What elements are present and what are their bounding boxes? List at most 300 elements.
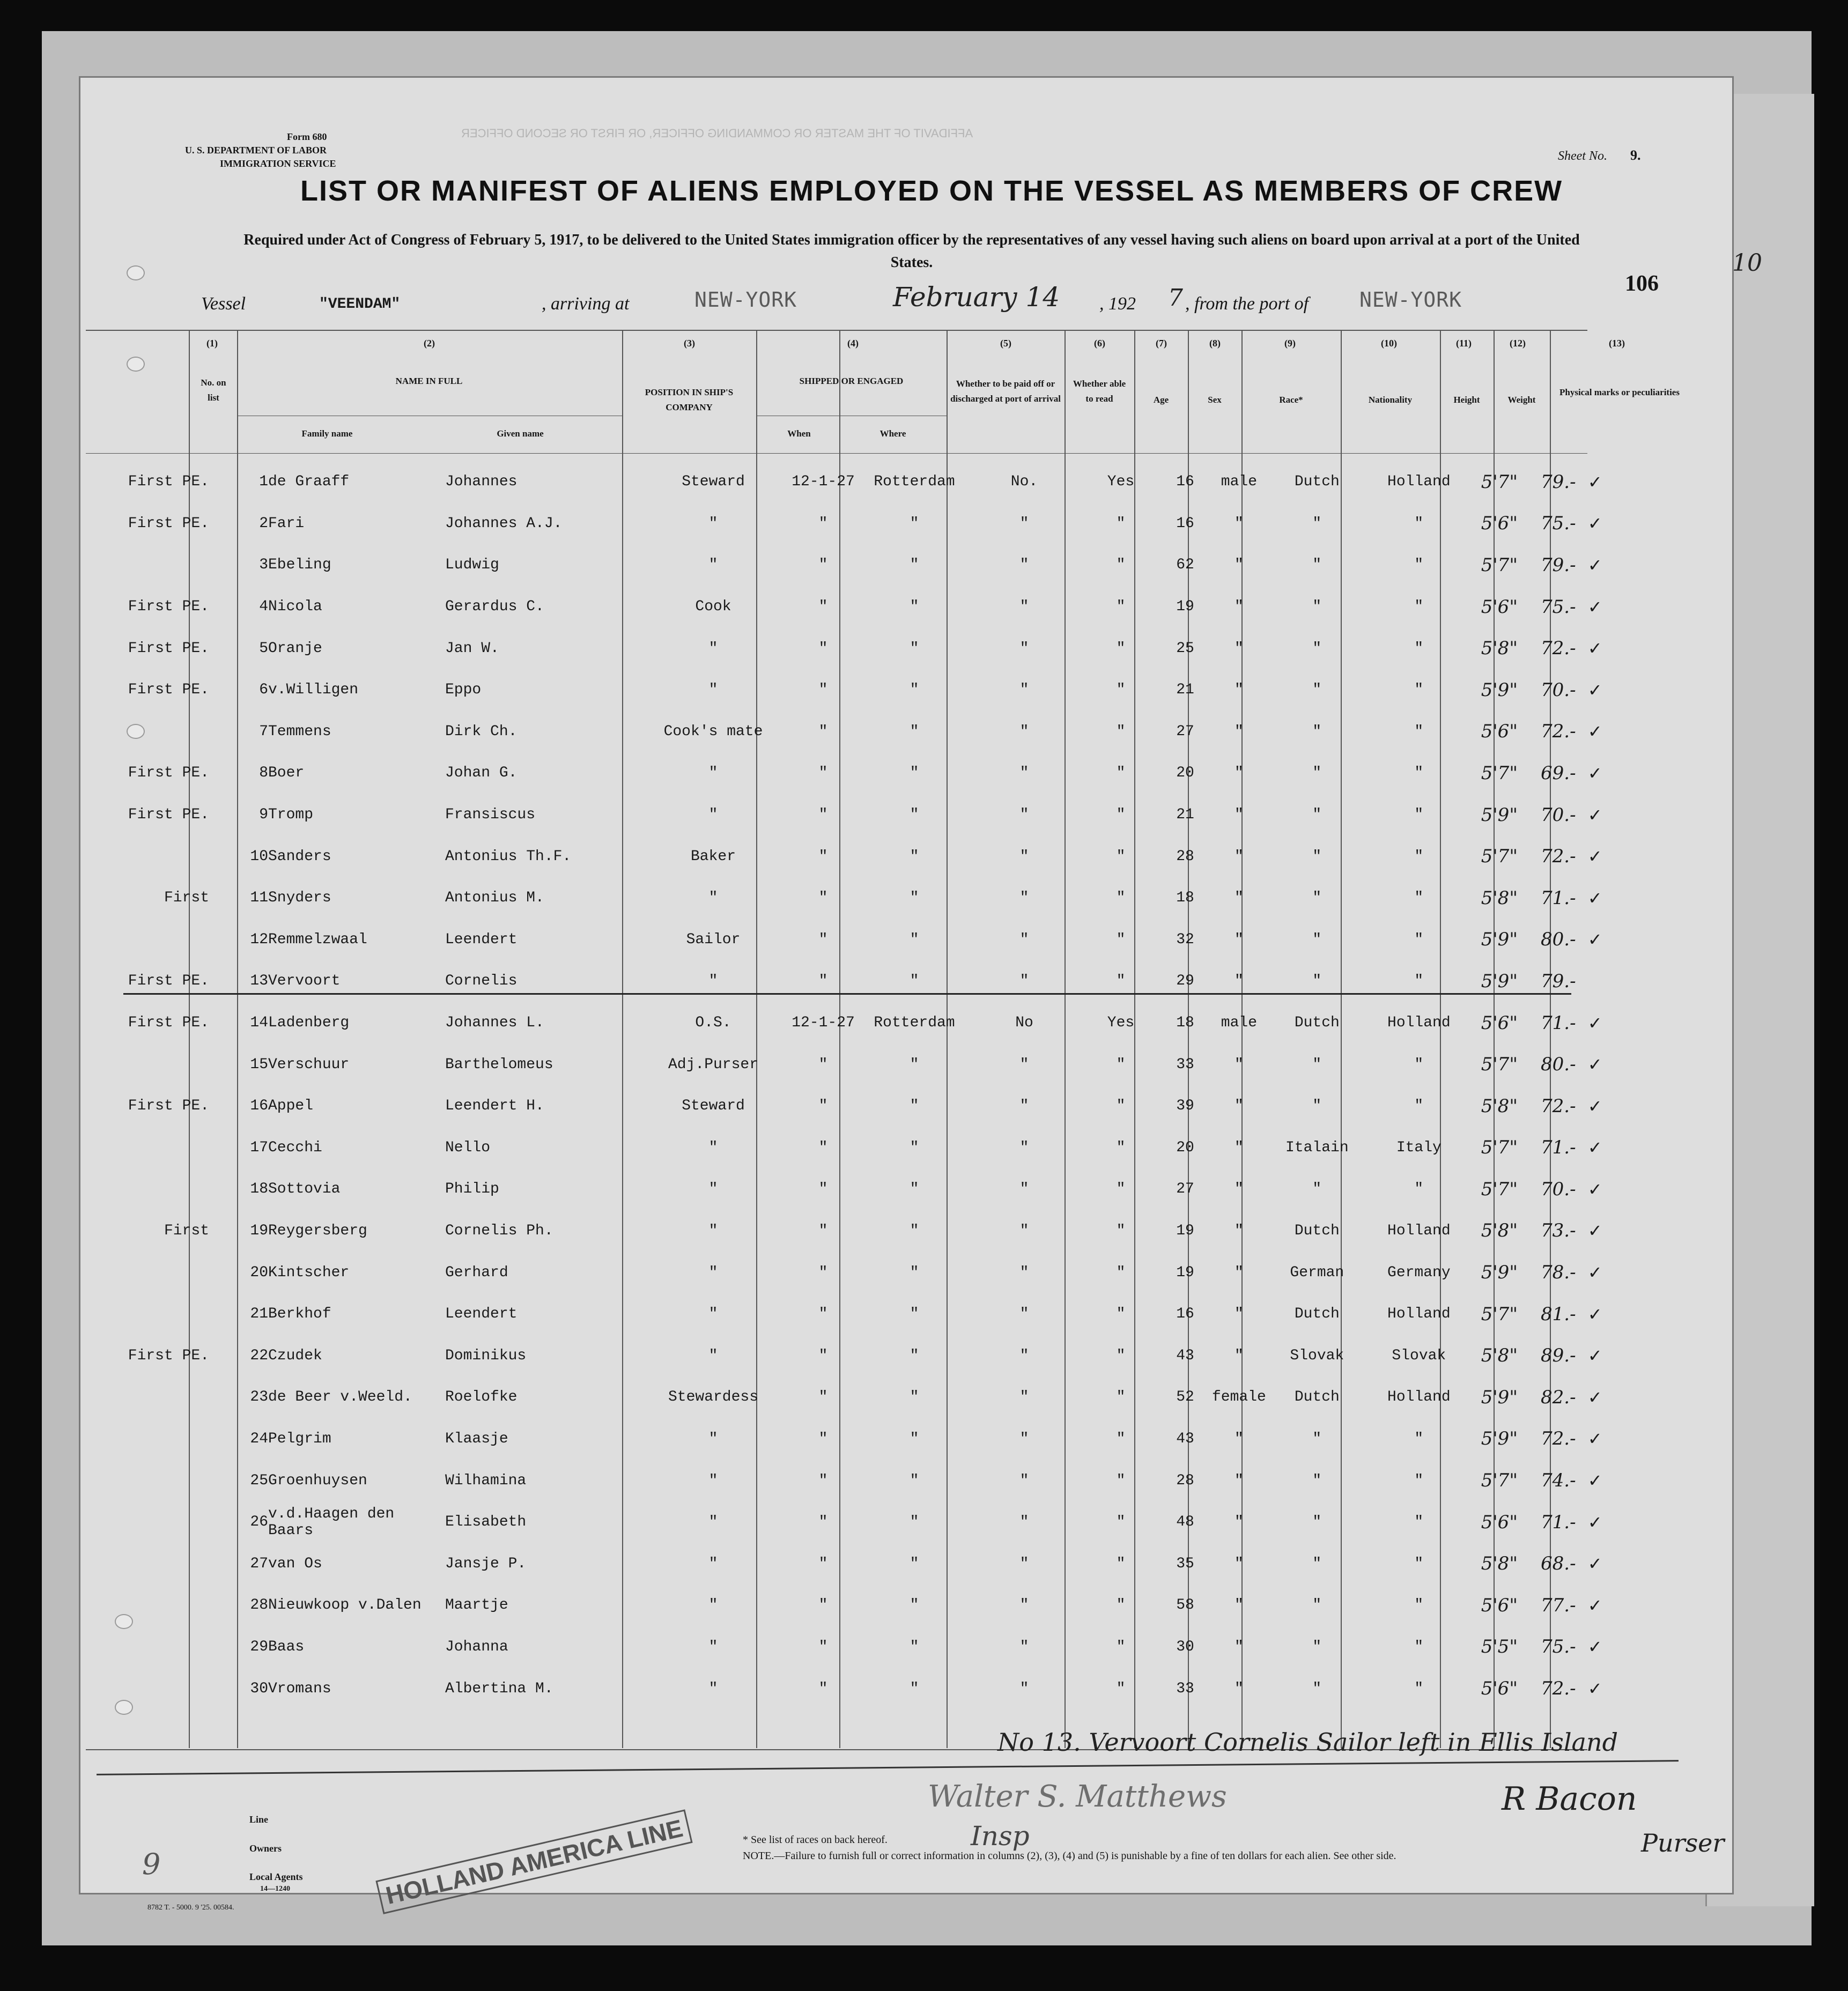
race: Dutch (1294, 1306, 1340, 1323)
able-to-read: " (1116, 515, 1126, 532)
physical-marks: ✓ (1587, 846, 1602, 867)
table-row (80, 1043, 1727, 1085)
position: " (708, 1430, 718, 1447)
sex: " (1235, 848, 1244, 865)
family-name: Temmens (268, 723, 331, 740)
col-num: (12) (1510, 338, 1526, 349)
table-row (80, 1127, 1727, 1169)
table-row (80, 503, 1727, 545)
shipped-when: 12-1-27 (792, 1015, 855, 1032)
age: 28 (1176, 1472, 1194, 1489)
table-row (80, 1501, 1727, 1543)
paid-off: " (1019, 1347, 1029, 1364)
paid-off: " (1019, 1514, 1029, 1531)
row-remark: First PE. (128, 806, 209, 824)
height: 5'8" (1481, 1095, 1518, 1117)
sex: " (1235, 1347, 1244, 1364)
age: 28 (1176, 848, 1194, 865)
age: 16 (1176, 473, 1194, 491)
shipped-where: " (910, 1430, 919, 1447)
shipped-when: " (818, 931, 828, 948)
height: 5'7" (1481, 1137, 1518, 1159)
age: 16 (1176, 1306, 1194, 1323)
shipped-where: " (910, 557, 919, 574)
given-name: Dirk Ch. (445, 723, 518, 740)
paid-off: " (1019, 1264, 1029, 1281)
able-to-read: " (1116, 1555, 1126, 1572)
position: " (708, 806, 718, 824)
weight: 75.- (1541, 513, 1576, 535)
weight: 70.- (1541, 1178, 1576, 1200)
sex: " (1235, 1098, 1244, 1115)
able-to-read: " (1116, 1222, 1126, 1239)
mirror-bleed-text: AFFIDAVIT OF THE MASTER OR COMMANDING OFFICER, OR FIRST OR SECOND OFFICER (461, 127, 973, 140)
age: 43 (1176, 1430, 1194, 1447)
physical-marks: ✓ (1587, 1429, 1602, 1449)
position: " (708, 973, 718, 990)
nationality: " (1414, 1555, 1424, 1572)
family-name: Reygersberg (268, 1222, 367, 1239)
row-number: 24 (250, 1430, 268, 1447)
shipped-where: " (910, 1139, 919, 1156)
physical-marks: ✓ (1587, 679, 1602, 700)
shipped-where: " (910, 1514, 919, 1531)
shipped-when: " (818, 1514, 828, 1531)
able-to-read: " (1116, 557, 1126, 574)
weight: 80.- (1541, 1054, 1576, 1076)
table-row (80, 1168, 1727, 1210)
nationality: " (1414, 1680, 1424, 1697)
table-row (80, 669, 1727, 711)
family-name: Ladenberg (268, 1015, 350, 1032)
family-name: Nicola (268, 598, 322, 616)
sex: " (1235, 1222, 1244, 1239)
age: 25 (1176, 640, 1194, 657)
position: " (708, 1264, 718, 1281)
row-number: 6 (259, 682, 268, 699)
col-num: (3) (684, 338, 695, 349)
row-number: 23 (250, 1389, 268, 1406)
height: 5'8" (1481, 638, 1518, 660)
position: " (708, 1306, 718, 1323)
col-num: (8) (1209, 338, 1221, 349)
paid-off: " (1019, 1638, 1029, 1655)
shipped-when: " (818, 1347, 828, 1364)
able-to-read: " (1116, 682, 1126, 699)
sex: " (1235, 1430, 1244, 1447)
row-number: 26 (250, 1514, 268, 1531)
table-row (80, 1252, 1727, 1293)
sex: " (1235, 931, 1244, 948)
able-to-read: " (1116, 598, 1126, 616)
age: 58 (1176, 1597, 1194, 1614)
page-subtitle: Required under Act of Congress of February 5, 1917, to be delivered to the United States immigration officer by the representatives of any vessel having such aliens on board upon arrival at a port of the United States. (243, 232, 1580, 271)
physical-marks: ✓ (1587, 1096, 1602, 1116)
physical-marks: ✓ (1587, 1637, 1602, 1657)
row-remark (80, 1543, 209, 1585)
age: 39 (1176, 1098, 1194, 1115)
sex: " (1235, 1680, 1244, 1697)
shipped-where: " (910, 1389, 919, 1406)
shipped-where: " (910, 1306, 919, 1323)
sheet-number: 9. (1630, 147, 1641, 163)
able-to-read: " (1116, 1430, 1126, 1447)
row-remark (80, 1043, 209, 1085)
position: " (708, 640, 718, 657)
table-row (80, 1293, 1727, 1335)
physical-marks: ✓ (1587, 721, 1602, 742)
header-when: When (787, 428, 811, 439)
weight: 78.- (1541, 1262, 1576, 1284)
nationality: " (1414, 1056, 1424, 1073)
department: U. S. DEPARTMENT OF LABOR (185, 145, 327, 156)
given-name: Johannes (445, 473, 518, 491)
able-to-read: " (1116, 931, 1126, 948)
sex: " (1235, 1638, 1244, 1655)
race: Dutch (1294, 1389, 1340, 1406)
nationality: " (1414, 848, 1424, 865)
table-row (80, 1460, 1727, 1501)
sex: " (1235, 557, 1244, 574)
shipped-when: " (818, 515, 828, 532)
height: 5'7" (1481, 471, 1518, 493)
row-remark: First PE. (128, 473, 209, 491)
nationality: Holland (1387, 1389, 1451, 1406)
shipped-where: " (910, 1098, 919, 1115)
holland-america-stamp: HOLLAND AMERICA LINE (375, 1809, 693, 1914)
race: " (1312, 973, 1322, 990)
height: 5'9" (1481, 679, 1518, 701)
physical-marks: ✓ (1587, 1512, 1602, 1533)
col-num: (1) (206, 338, 218, 349)
paid-off: " (1019, 640, 1029, 657)
shipped-when: " (818, 598, 828, 616)
able-to-read: " (1116, 890, 1126, 907)
shipped-where: " (910, 598, 919, 616)
able-to-read: " (1116, 1472, 1126, 1489)
row-remark: First PE. (128, 682, 209, 699)
table-row (80, 1668, 1727, 1709)
family-name: Remmelzwaal (268, 931, 367, 948)
shipped-where: " (910, 1222, 919, 1239)
height: 5'7" (1481, 1178, 1518, 1200)
row-number: 1 (259, 473, 268, 491)
height: 5'6" (1481, 1012, 1518, 1034)
nationality: " (1414, 973, 1424, 990)
position: " (708, 682, 718, 699)
paid-off: " (1019, 682, 1029, 699)
sex: " (1235, 765, 1244, 782)
race: Dutch (1294, 473, 1340, 491)
margin-number: 10 (1732, 249, 1762, 277)
race: Dutch (1294, 1222, 1340, 1239)
nationality: Holland (1387, 1015, 1451, 1032)
position: " (708, 1222, 718, 1239)
position: " (708, 890, 718, 907)
height: 5'8" (1481, 1220, 1518, 1242)
row-remark (80, 1626, 209, 1668)
row-remark (80, 1501, 209, 1543)
row-remark (80, 544, 209, 586)
sex: " (1235, 1264, 1244, 1281)
age: 20 (1176, 1139, 1194, 1156)
row-remark: First PE. (128, 765, 209, 782)
able-to-read: Yes (1107, 473, 1135, 491)
row-remark: First PE. (128, 640, 209, 657)
shipped-where: " (910, 1680, 919, 1697)
given-name: Leendert (445, 931, 518, 948)
nationality: " (1414, 640, 1424, 657)
table-row (80, 877, 1727, 919)
row-remark: First PE. (128, 515, 209, 532)
header-race: Race* (1279, 395, 1303, 405)
nationality: " (1414, 1181, 1424, 1198)
position: " (708, 1680, 718, 1697)
sex: " (1235, 1555, 1244, 1572)
nationality: " (1414, 598, 1424, 616)
race: " (1312, 1098, 1322, 1115)
height: 5'9" (1481, 804, 1518, 826)
position: Cook (695, 598, 731, 616)
table-row (80, 1335, 1727, 1376)
nationality: Holland (1387, 1306, 1451, 1323)
sex: " (1235, 1181, 1244, 1198)
height: 5'5" (1481, 1636, 1518, 1658)
given-name: Antonius M. (445, 890, 544, 907)
height: 5'7" (1481, 846, 1518, 868)
col-num: (4) (847, 338, 859, 349)
physical-marks: ✓ (1587, 513, 1602, 534)
height: 5'6" (1481, 1594, 1518, 1616)
able-to-read: Yes (1107, 1015, 1135, 1032)
physical-marks: ✓ (1587, 554, 1602, 575)
paid-off: " (1019, 973, 1029, 990)
weight: 68.- (1541, 1553, 1576, 1575)
race: Italain (1285, 1139, 1349, 1156)
height: 5'6" (1481, 513, 1518, 535)
sex: " (1235, 1139, 1244, 1156)
footer-owners-label: Owners (249, 1843, 282, 1854)
family-name: Vromans (268, 1680, 331, 1697)
shipped-when: " (818, 723, 828, 740)
position: " (708, 1139, 718, 1156)
row-number: 19 (250, 1222, 268, 1239)
row-number: 7 (259, 723, 268, 740)
given-name: Johan G. (445, 765, 518, 782)
table-top-rule (86, 330, 1587, 331)
physical-marks (1588, 960, 1727, 1002)
age: 29 (1176, 973, 1194, 990)
family-name: Cecchi (268, 1139, 322, 1156)
shipped-where: " (910, 1264, 919, 1281)
age: 20 (1176, 765, 1194, 782)
shipped-where: " (910, 1056, 919, 1073)
able-to-read: " (1116, 1597, 1126, 1614)
height: 5'6" (1481, 1511, 1518, 1533)
race: " (1312, 890, 1322, 907)
given-name: Maartje (445, 1597, 508, 1614)
row-number: 28 (250, 1597, 268, 1614)
row-number: 18 (250, 1181, 268, 1198)
shipped-where: " (910, 682, 919, 699)
margin-handwritten-number: 9 (142, 1847, 161, 1881)
nationality: " (1414, 557, 1424, 574)
family-name: Sottovia (268, 1181, 341, 1198)
row-number: 11 (250, 890, 268, 907)
position: Sailor (686, 931, 741, 948)
shipped-where: " (910, 890, 919, 907)
able-to-read: " (1116, 1181, 1126, 1198)
vessel-name: "VEENDAM" (319, 296, 401, 313)
table-row (80, 1626, 1727, 1668)
nationality: " (1414, 723, 1424, 740)
row-number: 13 (250, 973, 268, 990)
crew-table-body (80, 461, 1727, 1709)
given-name: Gerardus C. (445, 598, 544, 616)
table-row (80, 627, 1727, 669)
able-to-read: " (1116, 1389, 1126, 1406)
shipped-when: " (818, 1430, 828, 1447)
sex: " (1235, 598, 1244, 616)
height: 5'6" (1481, 721, 1518, 743)
race: " (1312, 1638, 1322, 1655)
header-marks: Physical marks or peculiarities (1559, 387, 1680, 397)
shipped-where: " (910, 1638, 919, 1655)
sex: " (1235, 723, 1244, 740)
table-row (80, 919, 1727, 961)
punch-hole (127, 357, 145, 372)
sex: " (1235, 1597, 1244, 1614)
row-remark: First PE. (128, 973, 209, 990)
weight: 75.- (1541, 596, 1576, 618)
shipped-when: " (818, 1056, 828, 1073)
year-prefix: , 192 (1099, 294, 1136, 314)
header-able-read: Whether able to read (1073, 379, 1126, 404)
shipped-when: " (818, 890, 828, 907)
family-name: Nieuwkoop v.Dalen (268, 1597, 422, 1614)
height: 5'6" (1481, 1678, 1518, 1700)
position: Adj.Purser (668, 1056, 759, 1073)
shipped-where: " (910, 515, 919, 532)
shipped-where: " (910, 765, 919, 782)
footer-agents-code: 14—1240 (260, 1885, 290, 1893)
physical-marks: ✓ (1587, 804, 1602, 825)
physical-marks: ✓ (1587, 929, 1602, 950)
height: 5'6" (1481, 596, 1518, 618)
footer-print-code: 8782 T. - 5000. 9 '25. 00584. (147, 1904, 234, 1912)
height: 5'9" (1481, 929, 1518, 951)
given-name: Antonius Th.F. (445, 848, 572, 865)
shipped-when: " (818, 1638, 828, 1655)
shipped-where: Rotterdam (874, 1015, 955, 1032)
nationality: Slovak (1392, 1347, 1446, 1364)
table-row (80, 544, 1727, 586)
weight: 79.- (1541, 970, 1576, 992)
family-name: Berkhof (268, 1306, 331, 1323)
physical-marks: ✓ (1587, 596, 1602, 617)
able-to-read: " (1116, 640, 1126, 657)
row-remark (80, 711, 209, 753)
position: Baker (690, 848, 736, 865)
physical-marks: ✓ (1587, 1470, 1602, 1491)
table-row (80, 794, 1727, 836)
nationality: " (1414, 1597, 1424, 1614)
shipped-when: " (818, 1098, 828, 1115)
given-name: Jan W. (445, 640, 499, 657)
table-row (80, 1002, 1727, 1044)
paid-off: " (1019, 1139, 1029, 1156)
age: 62 (1176, 557, 1194, 574)
able-to-read: " (1116, 806, 1126, 824)
given-name: Wilhamina (445, 1472, 527, 1489)
table-row (80, 1085, 1727, 1127)
weight: 79.- (1541, 554, 1576, 576)
age: 43 (1176, 1347, 1194, 1364)
shipped-when: " (818, 1264, 828, 1281)
race: " (1312, 1555, 1322, 1572)
table-row (80, 1376, 1727, 1418)
family-name: van Os (268, 1555, 322, 1572)
header-given-name: Given name (497, 428, 544, 439)
family-name: Oranje (268, 640, 322, 657)
row-remark (80, 1460, 209, 1501)
paid-off: " (1019, 1472, 1029, 1489)
height: 5'7" (1481, 1054, 1518, 1076)
given-name: Barthelomeus (445, 1056, 553, 1073)
given-name: Albertina M. (445, 1680, 553, 1697)
race: " (1312, 557, 1322, 574)
table-row (80, 1210, 1727, 1252)
shipped-when: " (818, 1555, 828, 1572)
weight: 77.- (1541, 1594, 1576, 1616)
row-remark (80, 835, 209, 877)
shipped-when: " (818, 1597, 828, 1614)
family-name: Tromp (268, 806, 314, 824)
shipped-where: " (910, 931, 919, 948)
height: 5'8" (1481, 1345, 1518, 1367)
paid-off: " (1019, 723, 1029, 740)
shipped-when: 12-1-27 (792, 473, 855, 491)
race: Dutch (1294, 1015, 1340, 1032)
footer-agents-label: Local Agents (249, 1871, 303, 1882)
given-name: Johannes L. (445, 1015, 544, 1032)
given-name: Elisabeth (445, 1514, 527, 1531)
row-number: 27 (250, 1555, 268, 1572)
table-row (80, 1585, 1727, 1626)
header-family-name: Family name (301, 428, 353, 439)
race: " (1312, 723, 1322, 740)
physical-marks: ✓ (1587, 1262, 1602, 1283)
position: Steward (682, 473, 745, 491)
physical-marks: ✓ (1587, 1304, 1602, 1324)
physical-marks: ✓ (1587, 1678, 1602, 1699)
weight: 71.- (1541, 1137, 1576, 1159)
position: Cook's mate (663, 723, 763, 740)
weight: 74.- (1541, 1470, 1576, 1492)
family-name: Ebeling (268, 557, 331, 574)
col-num: (9) (1284, 338, 1296, 349)
given-name: Roelofke (445, 1389, 518, 1406)
weight: 72.- (1541, 721, 1576, 743)
row-remark: First PE. (128, 1098, 209, 1115)
from-label: , from the port of (1185, 294, 1309, 314)
row-number: 22 (250, 1347, 268, 1364)
weight: 89.- (1541, 1345, 1576, 1367)
shipped-where: " (910, 1181, 919, 1198)
given-name: Dominikus (445, 1347, 527, 1364)
height: 5'8" (1481, 887, 1518, 909)
header-age: Age (1153, 395, 1169, 405)
